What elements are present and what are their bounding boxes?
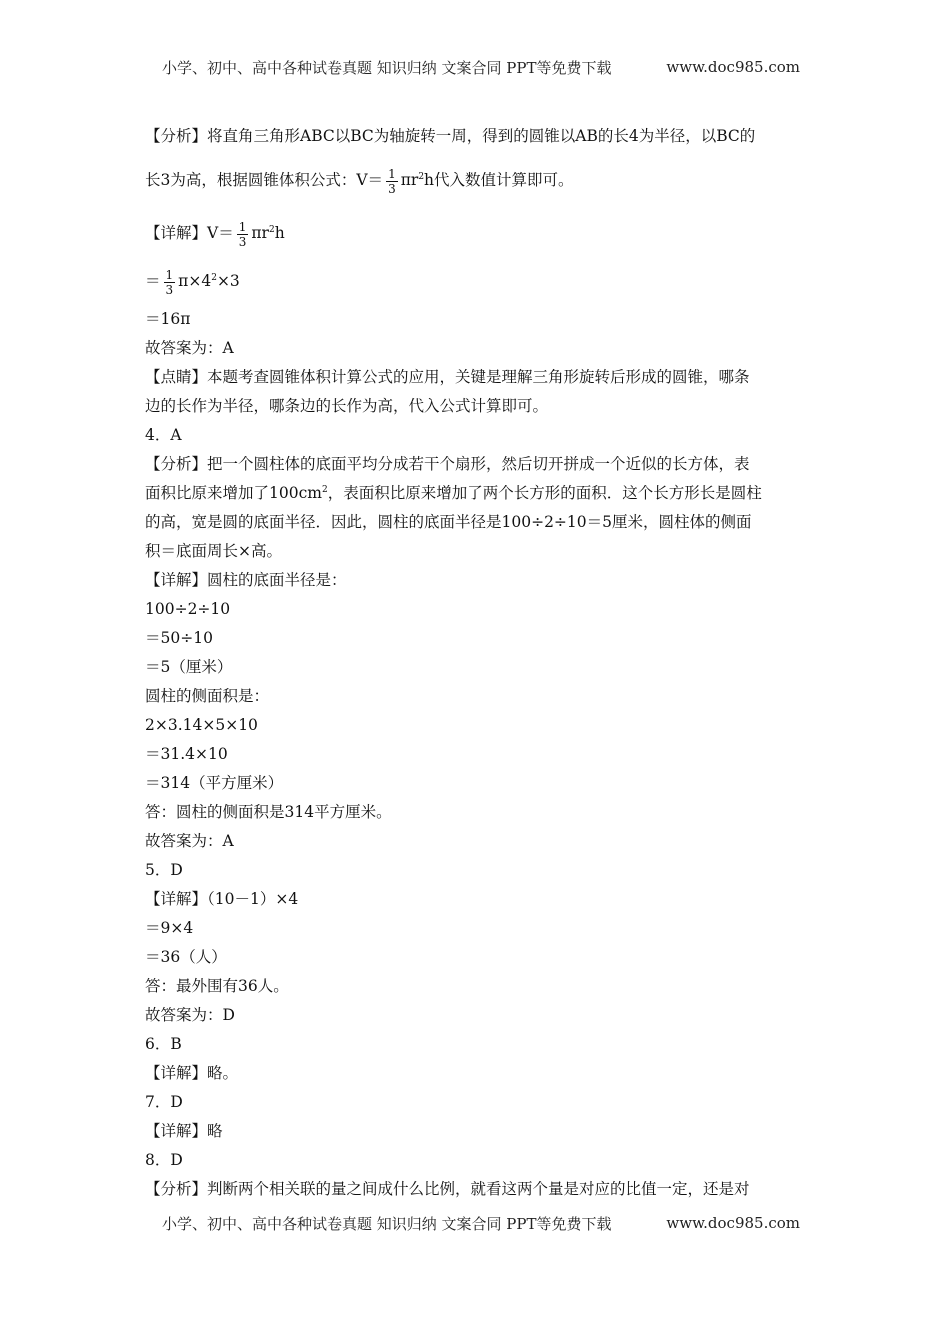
question-number: 7．D	[145, 1093, 183, 1111]
text-line: 面积比原来增加了$100cm^2$，表面积比原来增加了两个长方形的面积．这个长方形长是圆柱	[145, 484, 762, 502]
text-line: ＝50÷10	[145, 629, 213, 647]
text-line: 故答案为：A	[145, 832, 234, 850]
text-line-formula: ＝ $\frac{1}{3}$ $\pi\times 4^2\times 3$	[145, 267, 240, 297]
text-line-formula: 长3为高，根据圆锥体积公式：V＝ $\frac{1}{3}$ $\pi r^2h$代入数值计算即可。	[145, 166, 574, 196]
text-line: 【分析】判断两个相关联的量之间成什么比例，就看这两个量是对应的比值一定，还是对	[145, 1180, 750, 1198]
text-line: 100÷2÷10	[145, 600, 231, 618]
text-line: 【详解】略	[145, 1122, 223, 1140]
text-line: 圆柱的侧面积是：	[145, 687, 270, 705]
question-number: 6．B	[145, 1035, 182, 1053]
question-number: 4．A	[145, 426, 182, 444]
text-line: 【详解】略。	[145, 1064, 239, 1082]
question-number: 5．D	[145, 861, 183, 879]
document-body	[145, 122, 800, 1204]
fraction-one-third: $\frac{1}{3}$	[238, 219, 247, 249]
text-line-formula: 【详解】V＝ $\frac{1}{3}$ $\pi r^2h$	[145, 219, 285, 249]
text-line: 【分析】将直角三角形ABC以BC为轴旋转一周，得到的圆锥以AB的长4为半径，以BC的	[145, 127, 756, 145]
fraction-one-third: $\frac{1}{3}$	[165, 267, 174, 297]
text-line: ＝9×4	[145, 919, 194, 937]
question-number: 8．D	[145, 1151, 183, 1169]
text-line: 【详解】（10－1）×4	[145, 890, 299, 908]
text-line: 答：圆柱的侧面积是314平方厘米。	[145, 803, 392, 821]
text-line: 【详解】圆柱的底面半径是：	[145, 571, 347, 589]
header-left-text: 小学、初中、高中各种试卷真题 知识归纳 文案合同 PPT等免费下载	[162, 58, 612, 77]
text-line: ＝314（平方厘米）	[145, 774, 284, 792]
text-line: 故答案为：A	[145, 339, 234, 357]
text-line: 故答案为：D	[145, 1006, 235, 1024]
text-line: ＝31.4×10	[145, 745, 228, 763]
page-footer	[162, 1210, 800, 1236]
fraction-one-third: $\frac{1}{3}$	[388, 166, 396, 196]
header-url: www.doc985.com	[666, 58, 800, 76]
text-line: ＝5（厘米）	[145, 658, 233, 676]
page-header	[162, 54, 800, 80]
text-line: 的高，宽是圆的底面半径．因此，圆柱的底面半径是100÷2÷10＝5厘米，圆柱体的侧面	[145, 513, 752, 531]
text-line: 【分析】把一个圆柱体的底面平均分成若干个扇形，然后切开拼成一个近似的长方体，表	[145, 455, 750, 473]
text-line: 边的长作为半径，哪条边的长作为高，代入公式计算即可。	[145, 397, 549, 415]
text-line: 答：最外围有36人。	[145, 977, 289, 995]
text-line: 【点睛】本题考查圆锥体积计算公式的应用，关键是理解三角形旋转后形成的圆锥，哪条	[145, 368, 750, 386]
text-line: ＝16π	[145, 310, 191, 328]
footer-left-text: 小学、初中、高中各种试卷真题 知识归纳 文案合同 PPT等免费下载	[162, 1214, 612, 1233]
text-line: ＝36（人）	[145, 948, 227, 966]
footer-url: www.doc985.com	[666, 1214, 800, 1232]
text-line: 积＝底面周长×高。	[145, 542, 282, 560]
text-line: 2×3.14×5×10	[145, 716, 258, 734]
